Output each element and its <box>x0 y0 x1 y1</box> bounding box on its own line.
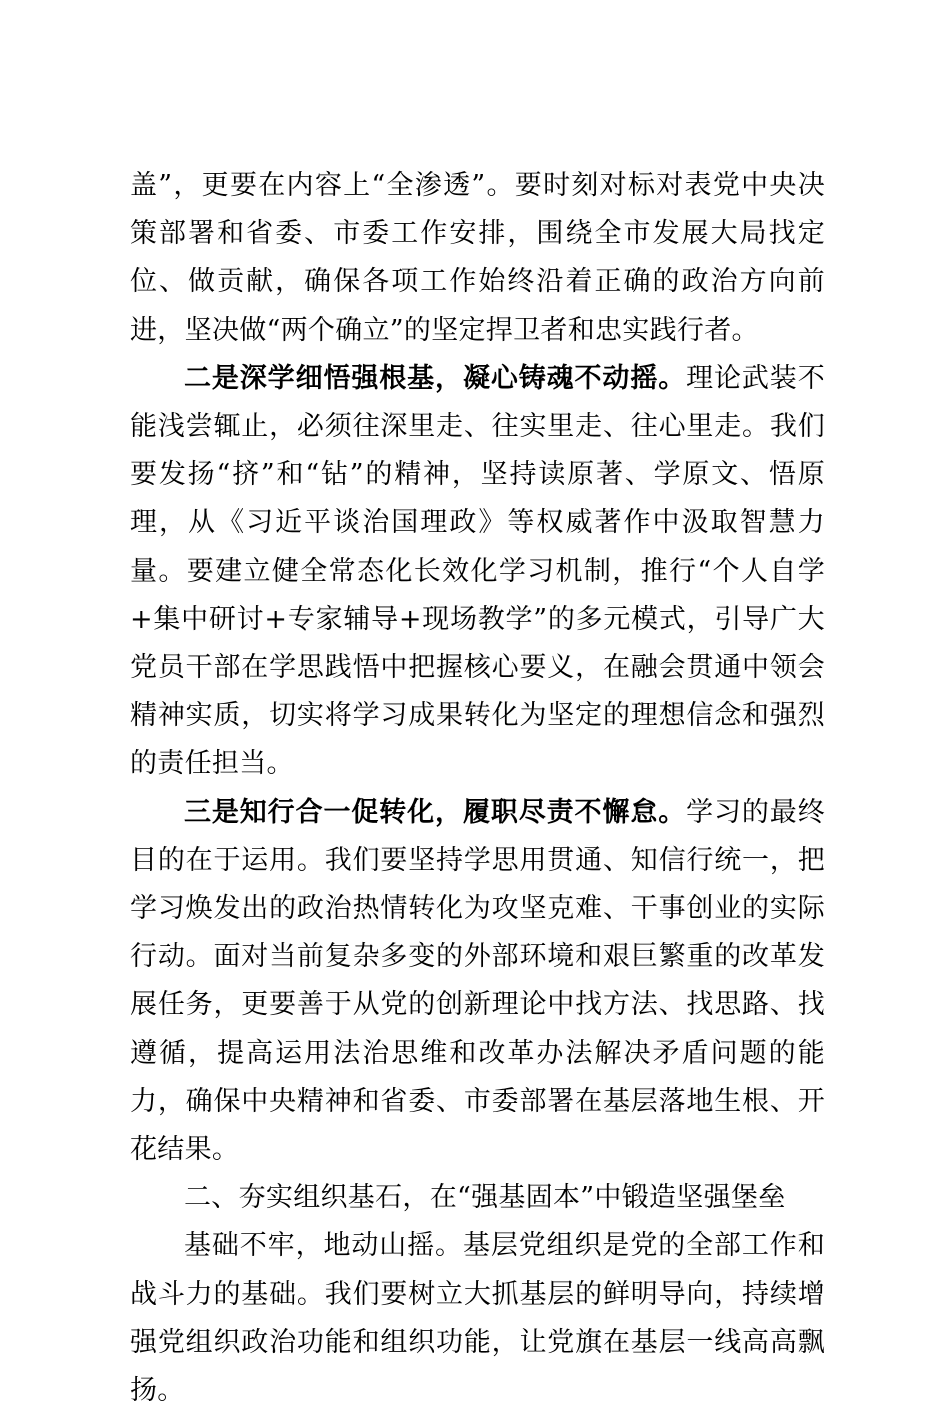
paragraph-text: 理论武装不能浅尝辄止，必须往深里走、往实里走、往心里走。我们要发扬“挤”和“钻”的精神，坚持读原著、学原文、悟原理，从《习近平谈治国理政》等权威著作中汲取智慧力量。要建立健全常态化长效化学习机制，推行“个人自学+集中研讨+专家辅导+现场教学”的多元模式，引导广大党员干部在学思践悟中把握核心要义，在融会贯通中领会精神实质，切实将学习成果转化为坚定的理想信念和强烈的责任担当。 <box>130 362 826 780</box>
paragraph-point-three <box>130 789 825 1175</box>
paragraph-lead-heading: 二是深学细悟强根基，凝心铸魂不动摇。 <box>184 362 687 394</box>
section-heading-text: 二、夯实组织基石，在“强基固本”中锻造坚强堡垒 <box>184 1182 786 1214</box>
paragraph-text: 学习的最终目的在于运用。我们要坚持学思用贯通、知信行统一，把学习焕发出的政治热情转化为攻坚克难、干事创业的实际行动。面对当前复杂多变的外部环境和艰巨繁重的改革发展任务，更要善于从党的创新理论中找方法、找思路、找遵循，提高运用法治思维和改革办法解决矛盾问题的能力，确保中央精神和省委、市委部署在基层落地生根、开花结果。 <box>130 796 826 1166</box>
paragraph-section-intro <box>130 1222 825 1415</box>
paragraph-point-two <box>130 355 825 789</box>
document-page <box>130 162 825 1415</box>
paragraph-text: 盖”，更要在内容上“全渗透”。要时刻对标对表党中央决策部署和省委、市委工作安排，围绕全市发展大局找定位、做贡献，确保各项工作始终沿着正确的政治方向前进，坚决做“两个确立”的坚定捍卫者和忠实践行者。 <box>130 170 825 346</box>
paragraph-lead-heading: 三是知行合一促转化，履职尽责不懈怠。 <box>184 796 687 828</box>
section-heading <box>130 1174 825 1222</box>
paragraph-continuation <box>130 162 825 355</box>
paragraph-text: 基础不牢，地动山摇。基层党组织是党的全部工作和战斗力的基础。我们要树立大抓基层的鲜明导向，持续增强党组织政治功能和组织功能，让党旗在基层一线高高飘扬。 <box>130 1230 825 1407</box>
